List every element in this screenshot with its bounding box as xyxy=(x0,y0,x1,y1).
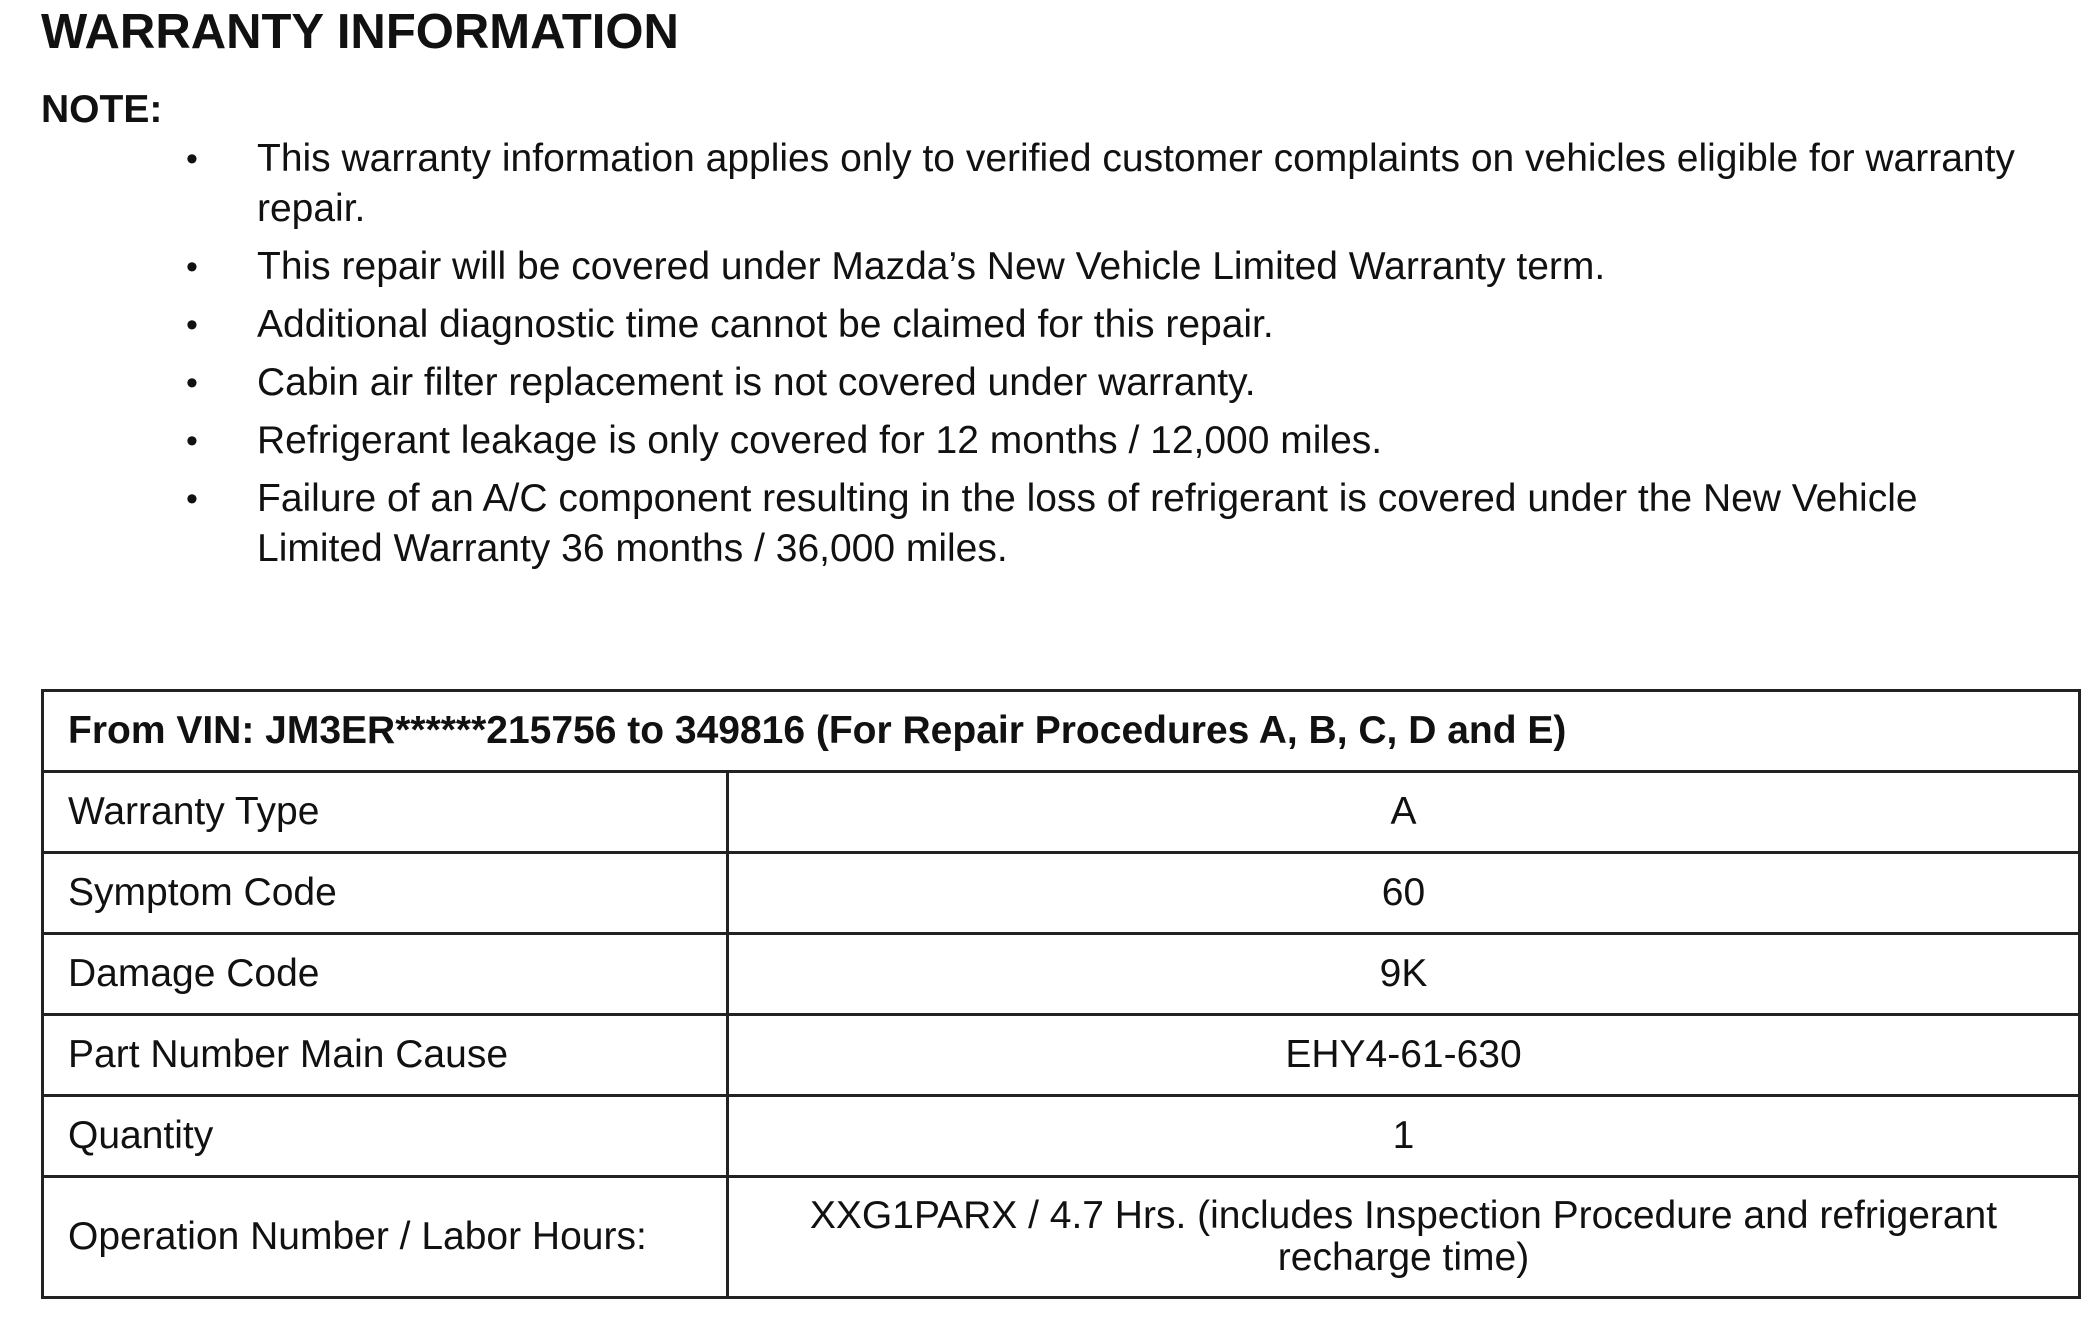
quantity-value: 1 xyxy=(728,1096,2080,1177)
quantity-label: Quantity xyxy=(43,1096,728,1177)
table-header-row xyxy=(43,691,2080,772)
note-text: Additional diagnostic time cannot be claimed for this repair. xyxy=(257,303,1274,346)
note-item xyxy=(0,242,2093,292)
note-item xyxy=(0,416,2093,466)
warranty-type-label: Warranty Type xyxy=(43,772,728,853)
note-text: This warranty information applies only to verified customer complaints on vehicles eligible for warranty repair. xyxy=(257,137,2015,230)
operation-number-value: XXG1PARX / 4.7 Hrs. (includes Inspection Procedure and refrigerant recharge time) xyxy=(728,1177,2080,1298)
note-item xyxy=(0,134,2093,234)
part-number-value: EHY4-61-630 xyxy=(728,1015,2080,1096)
bullet-icon: • xyxy=(186,480,198,518)
table-row xyxy=(43,772,2080,853)
bullet-icon: • xyxy=(186,140,198,178)
bullet-icon: • xyxy=(186,364,198,402)
table-row xyxy=(43,853,2080,934)
note-list xyxy=(0,134,2093,582)
note-text: This repair will be covered under Mazda’s New Vehicle Limited Warranty term. xyxy=(257,245,1606,288)
note-text: Refrigerant leakage is only covered for 12 months / 12,000 miles. xyxy=(257,419,1383,462)
vin-range-header: From VIN: JM3ER******215756 to 349816 (For Repair Procedures A, B, C, D and E) xyxy=(43,691,2080,772)
damage-code-label: Damage Code xyxy=(43,934,728,1015)
part-number-label: Part Number Main Cause xyxy=(43,1015,728,1096)
note-text: Cabin air filter replacement is not covered under warranty. xyxy=(257,361,1256,404)
page-title: WARRANTY INFORMATION xyxy=(41,5,679,59)
symptom-code-label: Symptom Code xyxy=(43,853,728,934)
bullet-icon: • xyxy=(186,306,198,344)
operation-number-label: Operation Number / Labor Hours: xyxy=(43,1177,728,1298)
bullet-icon: • xyxy=(186,248,198,286)
damage-code-value: 9K xyxy=(728,934,2080,1015)
warranty-table xyxy=(41,689,2081,1299)
table-row xyxy=(43,1096,2080,1177)
warranty-type-value: A xyxy=(728,772,2080,853)
note-text: Failure of an A/C component resulting in the loss of refrigerant is covered under the New Vehicle Limited Warranty 36 months / 36,000 miles. xyxy=(257,477,1918,570)
bullet-icon: • xyxy=(186,422,198,460)
symptom-code-value: 60 xyxy=(728,853,2080,934)
note-item xyxy=(0,300,2093,350)
note-item xyxy=(0,358,2093,408)
table-row xyxy=(43,934,2080,1015)
table-row xyxy=(43,1177,2080,1298)
note-label: NOTE: xyxy=(41,88,163,131)
note-item xyxy=(0,474,2093,574)
table-row xyxy=(43,1015,2080,1096)
